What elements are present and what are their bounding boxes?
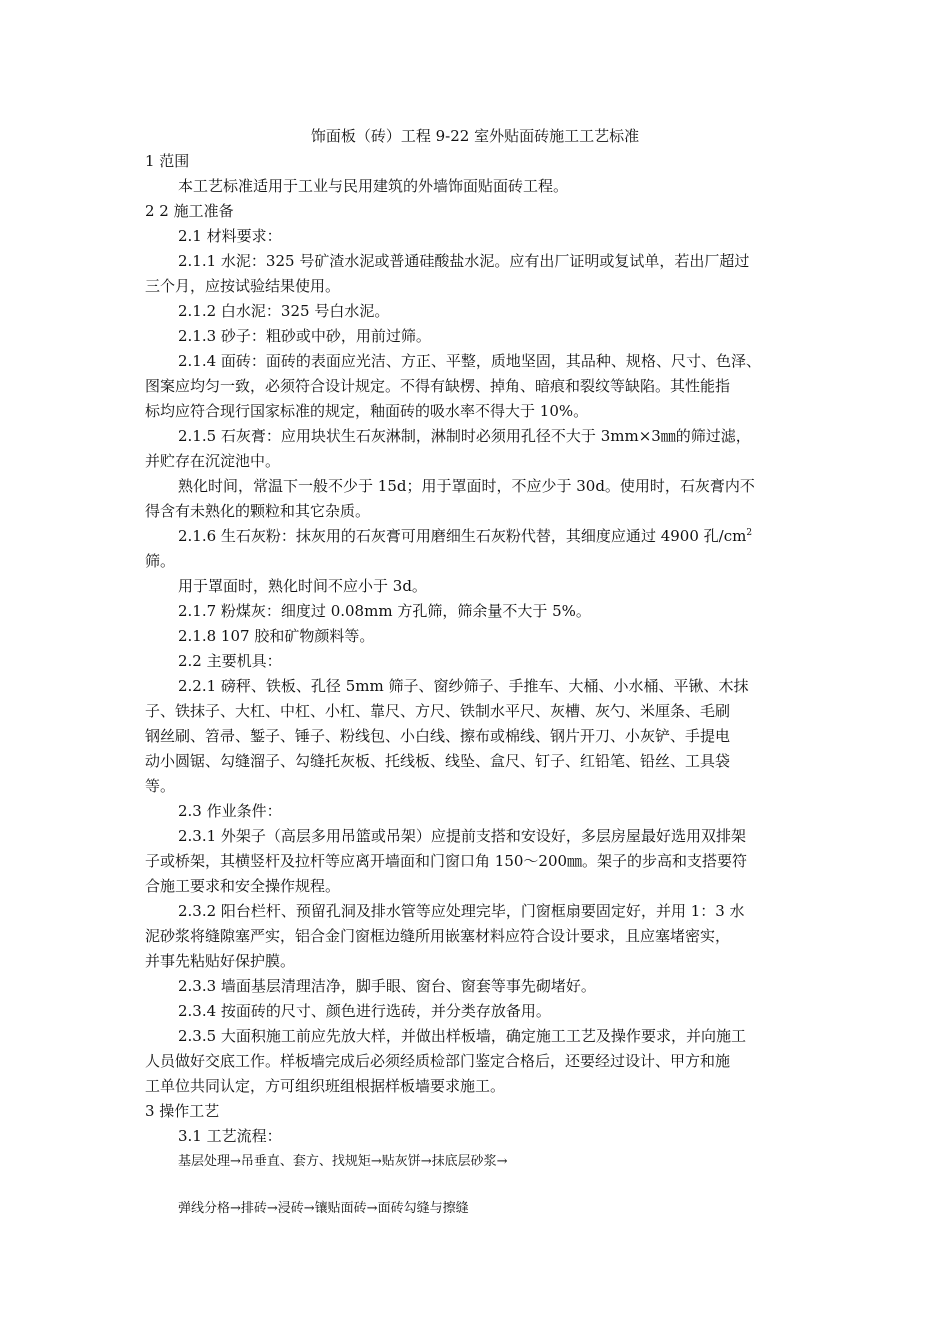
paragraph-line: 2.2.1 磅秤、铁板、孔径 5mm 筛子、窗纱筛子、手推车、大桶、小水桶、平锹、木抹	[178, 677, 749, 695]
subsection-heading: 2.1 材料要求：	[178, 227, 282, 245]
paragraph-line: 2.1.8 107 胶和矿物颜料等。	[178, 627, 375, 645]
subsection-heading: 2.2 主要机具：	[178, 652, 282, 670]
section-3-heading: 3 操作工艺	[145, 1102, 220, 1120]
paragraph-line: 泥砂浆将缝隙塞严实，铝合金门窗框边缝所用嵌塞材料应符合设计要求，且应塞堵密实，	[145, 927, 731, 945]
paragraph-line: 熟化时间，常温下一般不少于 15d；用于罩面时，不应少于 30d。使用时，石灰膏内不	[178, 477, 755, 495]
superscript: 2	[746, 528, 753, 538]
process-flow-line-1: 基层处理→吊垂直、套方、找规矩→贴灰饼→抹底层砂浆→	[178, 1154, 508, 1169]
document-title: 饰面板（砖）工程 9-22 室外贴面砖施工工艺标准	[310, 127, 640, 145]
paragraph-line: 用于罩面时，熟化时间不应小于 3d。	[178, 577, 427, 595]
paragraph-line: 2.3.5 大面积施工前应先放大样，并做出样板墙，确定施工工艺及操作要求，并向施工	[178, 1027, 746, 1045]
paragraph-line: 得含有未熟化的颗粒和其它杂质。	[145, 502, 371, 520]
paragraph-line	[178, 526, 752, 546]
paragraph-line: 2.3.2 阳台栏杆、预留孔洞及排水管等应处理完毕，门窗框扇要固定好，并用 1：3 水	[178, 902, 745, 920]
paragraph-line: 等。	[145, 777, 176, 795]
paragraph-line: 工单位共同认定，方可组织班组根据样板墙要求施工。	[145, 1077, 506, 1095]
paragraph-line: 人员做好交底工作。样板墙完成后必须经质检部门鉴定合格后，还要经过设计、甲方和施	[145, 1052, 731, 1070]
paragraph-line: 三个月，应按试验结果使用。	[145, 277, 341, 295]
paragraph: 本工艺标准适用于工业与民用建筑的外墙饰面贴面砖工程。	[178, 177, 569, 195]
paragraph-line: 子或桥架，其横竖杆及拉杆等应离开墙面和门窗口角 150～200㎜。架子的步高和支搭要符	[145, 852, 748, 870]
paragraph-line: 子、铁抹子、大杠、中杠、小杠、靠尺、方尺、铁制水平尺、灰槽、灰勺、米厘条、毛刷	[145, 702, 731, 720]
paragraph-line: 2.3.1 外架子（高层多用吊篮或吊架）应提前支搭和安设好，多层房屋最好选用双排架	[178, 827, 746, 845]
paragraph-line: 标均应符合现行国家标准的规定，釉面砖的吸水率不得大于 10%。	[145, 402, 589, 420]
paragraph-line: 2.1.3 砂子：粗砂或中砂，用前过筛。	[178, 327, 431, 345]
paragraph-line: 2.3.4 按面砖的尺寸、颜色进行选砖，并分类存放备用。	[178, 1002, 551, 1020]
paragraph-line: 2.1.1 水泥：325 号矿渣水泥或普通硅酸盐水泥。应有出厂证明或复试单，若出厂超过	[178, 252, 750, 270]
subsection-heading: 3.1 工艺流程：	[178, 1127, 282, 1145]
paragraph-line: 合施工要求和安全操作规程。	[145, 877, 341, 895]
section-1-heading: 1 范围	[145, 152, 190, 170]
paragraph-line: 2.1.2 白水泥：325 号白水泥。	[178, 302, 390, 320]
section-2-heading: 2 2 施工准备	[145, 202, 234, 220]
subsection-heading: 2.3 作业条件：	[178, 802, 282, 820]
paragraph-line: 并贮存在沉淀池中。	[145, 452, 281, 470]
paragraph-line: 图案应均匀一致，必须符合设计规定。不得有缺楞、掉角、暗痕和裂纹等缺陷。其性能指	[145, 377, 731, 395]
paragraph-line: 2.1.7 粉煤灰：细度过 0.08mm 方孔筛，筛余量不大于 5%。	[178, 602, 591, 620]
paragraph-line: 筛。	[145, 552, 176, 570]
process-flow-line-2: 弹线分格→排砖→浸砖→镶贴面砖→面砖勾缝与擦缝	[178, 1201, 469, 1216]
paragraph-line: 2.3.3 墙面基层清理洁净，脚手眼、窗台、窗套等事先砌堵好。	[178, 977, 596, 995]
paragraph-line: 2.1.5 石灰膏：应用块状生石灰淋制，淋制时必须用孔径不大于 3mm×3㎜的筛过滤，	[178, 427, 751, 445]
paragraph-line: 钢丝刷、笤帚、錾子、锤子、粉线包、小白线、擦布或棉线、钢片开刀、小灰铲、手提电	[145, 727, 731, 745]
paragraph-line: 动小圆锯、勾缝溜子、勾缝托灰板、托线板、线坠、盒尺、钉子、红铅笔、铅丝、工具袋	[145, 752, 731, 770]
paragraph-text: 2.1.6 生石灰粉：抹灰用的石灰膏可用磨细生石灰粉代替，其细度应通过 4900 孔/cm	[178, 527, 747, 545]
paragraph-line: 2.1.4 面砖：面砖的表面应光洁、方正、平整，质地坚固，其品种、规格、尺寸、色泽、	[178, 352, 761, 370]
paragraph-line: 并事先粘贴好保护膜。	[145, 952, 296, 970]
